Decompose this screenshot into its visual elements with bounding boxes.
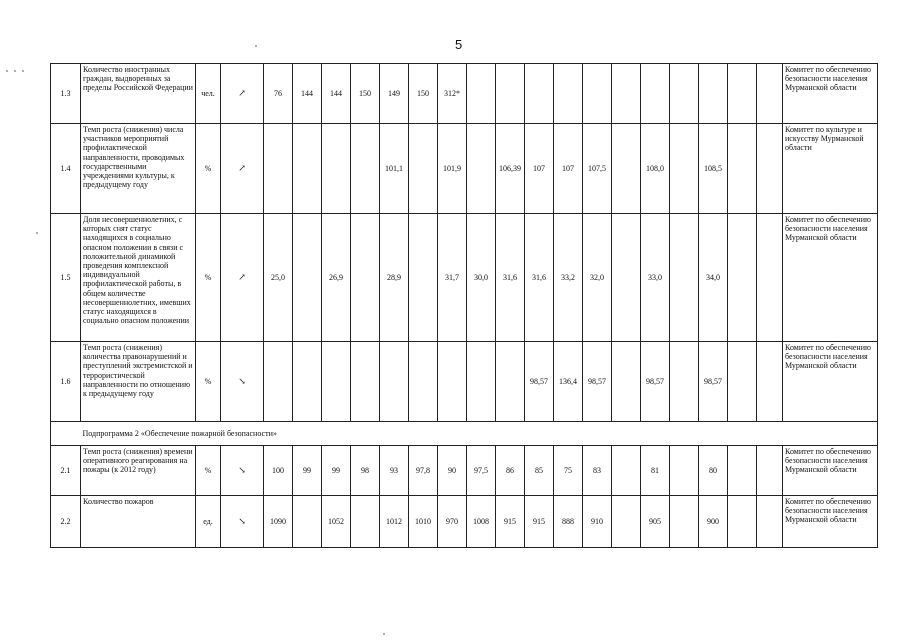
indicator-name: Темп роста (снижения) времени оперативного реагирования на пожары (к 2012 году) [81, 446, 196, 496]
value-cell [264, 124, 293, 214]
indicator-name: Доля несовершеннолетних, с которых снят статус находящихся в социально опасном положении в связи с положительной динамикой проведения комплексной индивидуальной профилактической работы, в общем количестве несовершеннолетних, имевших статус находящихся в социально опасном положении [81, 214, 196, 342]
value-cell: 1010 [409, 496, 438, 548]
value-cell: 98,57 [525, 342, 554, 422]
value-cell: 108,0 [641, 124, 670, 214]
value-cell [757, 214, 783, 342]
value-cell: 915 [525, 496, 554, 548]
value-cell: 108,5 [699, 124, 728, 214]
value-cell [670, 64, 699, 124]
value-cell [670, 124, 699, 214]
value-cell: 144 [293, 64, 322, 124]
unit-cell: чел. [196, 64, 221, 124]
trend-arrow-icon: ↗ [221, 124, 264, 214]
scan-speck [36, 232, 38, 234]
page-number: 5 [455, 37, 463, 52]
trend-arrow-icon: ↗ [221, 64, 264, 124]
value-cell [757, 342, 783, 422]
row-number: 1.3 [51, 64, 81, 124]
unit-cell: % [196, 446, 221, 496]
value-cell: 33,2 [554, 214, 583, 342]
trend-arrow-icon: ↘ [221, 496, 264, 548]
value-cell: 31,6 [525, 214, 554, 342]
value-cell: 1052 [322, 496, 351, 548]
unit-cell: % [196, 124, 221, 214]
value-cell [670, 342, 699, 422]
value-cell [438, 342, 467, 422]
trend-arrow-icon: ↘ [221, 342, 264, 422]
value-cell: 915 [496, 496, 525, 548]
trend-arrow-icon: ↗ [221, 214, 264, 342]
value-cell [351, 124, 380, 214]
value-cell [670, 496, 699, 548]
scan-speck [6, 70, 8, 72]
subprogram-row [51, 422, 878, 446]
responsible-executor: Комитет по обеспечению безопасности населения Мурманской области [783, 64, 878, 124]
row-number: 1.4 [51, 124, 81, 214]
value-cell [583, 64, 612, 124]
value-cell [467, 64, 496, 124]
responsible-executor: Комитет по обеспечению безопасности населения Мурманской области [783, 446, 878, 496]
value-cell [670, 446, 699, 496]
value-cell: 1012 [380, 496, 409, 548]
value-cell: 107,5 [583, 124, 612, 214]
value-cell: 93 [380, 446, 409, 496]
value-cell: 28,9 [380, 214, 409, 342]
value-cell: 99 [293, 446, 322, 496]
value-cell: 98,57 [699, 342, 728, 422]
scan-speck [255, 45, 257, 47]
value-cell [322, 342, 351, 422]
row-number: 1.5 [51, 214, 81, 342]
table-row [51, 214, 878, 342]
subprogram-title: Подпрограмма 2 «Обеспечение пожарной безопасности» [81, 422, 878, 446]
indicator-name: Темп роста (снижения) числа участников мероприятий профилактической направленности, проводимых государственными учреждениями культуры, к предыдущему году [81, 124, 196, 214]
value-cell [380, 342, 409, 422]
value-cell: 86 [496, 446, 525, 496]
value-cell: 81 [641, 446, 670, 496]
row-number: 1.6 [51, 342, 81, 422]
value-cell [293, 124, 322, 214]
value-cell [351, 496, 380, 548]
value-cell [409, 214, 438, 342]
indicators-table [50, 63, 878, 548]
indicator-name: Количество иностранных граждан, выдворенных за пределы Российской Федерации [81, 64, 196, 124]
value-cell [728, 124, 757, 214]
value-cell: 76 [264, 64, 293, 124]
value-cell: 98,57 [583, 342, 612, 422]
value-cell [728, 64, 757, 124]
value-cell: 75 [554, 446, 583, 496]
value-cell [351, 214, 380, 342]
value-cell [496, 64, 525, 124]
value-cell: 900 [699, 496, 728, 548]
value-cell: 1090 [264, 496, 293, 548]
table-row [51, 446, 878, 496]
trend-arrow-icon: ↘ [221, 446, 264, 496]
value-cell: 1008 [467, 496, 496, 548]
indicator-name: Количество пожаров [81, 496, 196, 548]
unit-cell: % [196, 342, 221, 422]
scan-speck [14, 70, 16, 72]
value-cell [670, 214, 699, 342]
responsible-executor: Комитет по обеспечению безопасности населения Мурманской области [783, 496, 878, 548]
value-cell: 106,39 [496, 124, 525, 214]
indicator-name: Темп роста (снижения) количества правонарушений и преступлений экстремистской и террористической направленности по отношению к предыдущему году [81, 342, 196, 422]
value-cell [757, 496, 783, 548]
value-cell: 83 [583, 446, 612, 496]
value-cell: 144 [322, 64, 351, 124]
value-cell: 97,5 [467, 446, 496, 496]
value-cell [554, 64, 583, 124]
value-cell [757, 446, 783, 496]
value-cell [351, 342, 380, 422]
value-cell: 101,1 [380, 124, 409, 214]
value-cell [757, 124, 783, 214]
value-cell [496, 342, 525, 422]
value-cell [409, 342, 438, 422]
value-cell: 101,9 [438, 124, 467, 214]
value-cell: 888 [554, 496, 583, 548]
value-cell: 33,0 [641, 214, 670, 342]
value-cell [612, 124, 641, 214]
value-cell [293, 342, 322, 422]
value-cell: 970 [438, 496, 467, 548]
value-cell [467, 342, 496, 422]
value-cell [728, 496, 757, 548]
value-cell: 90 [438, 446, 467, 496]
value-cell [641, 64, 670, 124]
value-cell: 150 [351, 64, 380, 124]
value-cell: 910 [583, 496, 612, 548]
value-cell [322, 124, 351, 214]
unit-cell: ед. [196, 496, 221, 548]
value-cell: 25,0 [264, 214, 293, 342]
value-cell: 31,7 [438, 214, 467, 342]
value-cell: 30,0 [467, 214, 496, 342]
value-cell [699, 64, 728, 124]
value-cell: 149 [380, 64, 409, 124]
value-cell [728, 446, 757, 496]
unit-cell: % [196, 214, 221, 342]
row-number: 2.1 [51, 446, 81, 496]
table-row [51, 64, 878, 124]
table-row [51, 342, 878, 422]
value-cell [612, 342, 641, 422]
value-cell: 97,8 [409, 446, 438, 496]
scan-speck [22, 70, 24, 72]
row-number: 2.2 [51, 496, 81, 548]
value-cell [728, 342, 757, 422]
value-cell [728, 214, 757, 342]
responsible-executor: Комитет по обеспечению безопасности населения Мурманской области [783, 214, 878, 342]
responsible-executor: Комитет по обеспечению безопасности населения Мурманской области [783, 342, 878, 422]
value-cell [293, 214, 322, 342]
scan-speck [383, 633, 385, 635]
value-cell: 80 [699, 446, 728, 496]
value-cell: 98 [351, 446, 380, 496]
value-cell: 107 [554, 124, 583, 214]
value-cell [409, 124, 438, 214]
value-cell: 150 [409, 64, 438, 124]
value-cell [264, 342, 293, 422]
value-cell: 98,57 [641, 342, 670, 422]
responsible-executor: Комитет по культуре и искусству Мурманской области [783, 124, 878, 214]
value-cell [757, 64, 783, 124]
value-cell: 31,6 [496, 214, 525, 342]
value-cell: 905 [641, 496, 670, 548]
value-cell: 136,4 [554, 342, 583, 422]
value-cell: 85 [525, 446, 554, 496]
value-cell [525, 64, 554, 124]
value-cell: 107 [525, 124, 554, 214]
value-cell [293, 496, 322, 548]
value-cell [612, 214, 641, 342]
value-cell: 34,0 [699, 214, 728, 342]
value-cell: 312* [438, 64, 467, 124]
value-cell: 26,9 [322, 214, 351, 342]
value-cell [612, 446, 641, 496]
value-cell [467, 124, 496, 214]
value-cell: 99 [322, 446, 351, 496]
value-cell [612, 64, 641, 124]
table-row [51, 124, 878, 214]
table-row [51, 496, 878, 548]
value-cell: 32,0 [583, 214, 612, 342]
value-cell: 100 [264, 446, 293, 496]
value-cell [612, 496, 641, 548]
